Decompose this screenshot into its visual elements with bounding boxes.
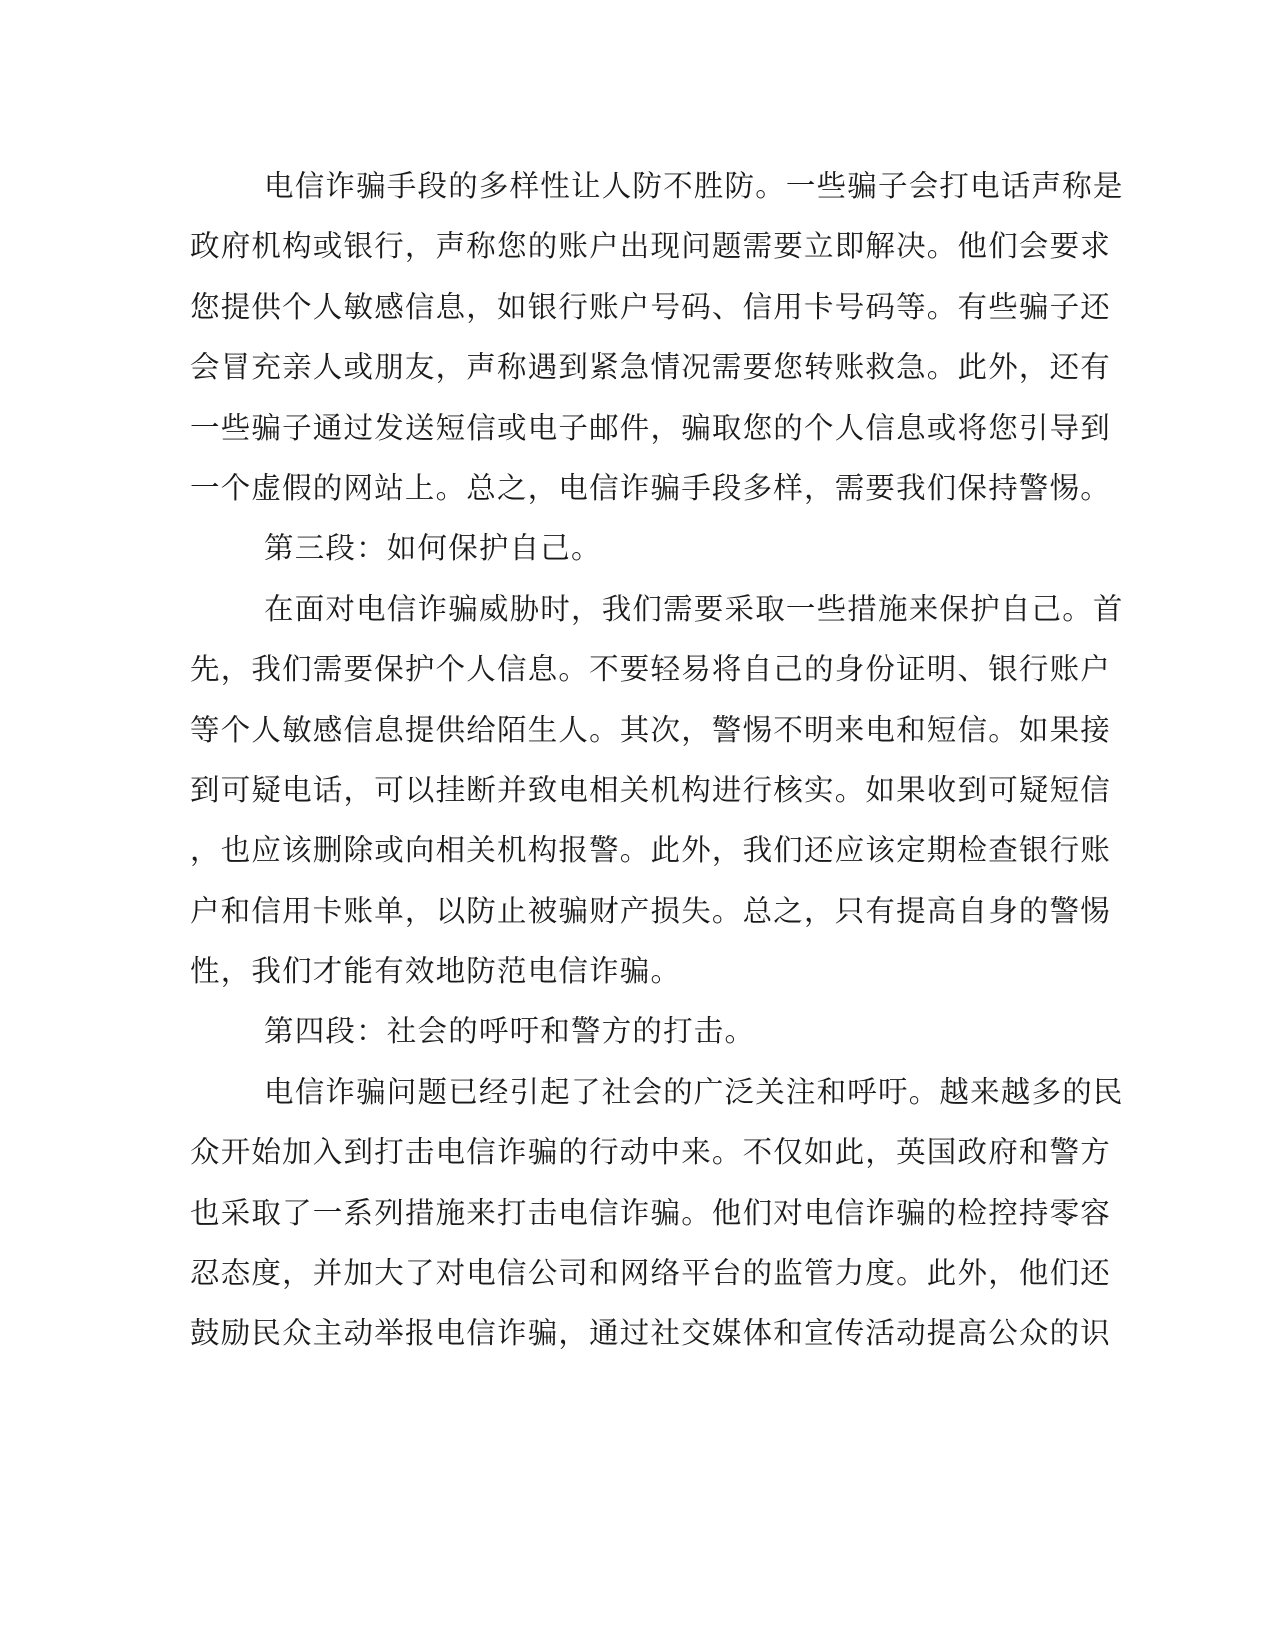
text-line: 忍态度，并加大了对电信公司和网络平台的监管力度。此外，他们还 <box>190 1256 1112 1291</box>
text-line: 到可疑电话，可以挂断并致电相关机构进行核实。如果收到可疑短信 <box>190 772 1112 807</box>
section-heading: 第四段：社会的呼吁和警方的打击。 <box>264 1014 756 1049</box>
text-line: 也采取了一系列措施来打击电信诈骗。他们对电信诈骗的检控持零容 <box>190 1195 1112 1230</box>
text-line: 政府机构或银行，声称您的账户出现问题需要立即解决。他们会要求 <box>190 229 1112 264</box>
text-line: 会冒充亲人或朋友，声称遇到紧急情况需要您转账救急。此外，还有 <box>190 350 1112 385</box>
text-line: 性，我们才能有效地防范电信诈骗。 <box>190 954 682 989</box>
text-line: 在面对电信诈骗威胁时，我们需要采取一些措施来保护自己。首 <box>264 591 1124 626</box>
text-line: 电信诈骗手段的多样性让人防不胜防。一些骗子会打电话声称是 <box>264 169 1124 203</box>
text-line: 众开始加入到打击电信诈骗的行动中来。不仅如此，英国政府和警方 <box>190 1135 1112 1170</box>
text-line: 等个人敏感信息提供给陌生人。其次，警惕不明来电和短信。如果接 <box>190 712 1112 747</box>
text-line: 鼓励民众主动举报电信诈骗，通过社交媒体和宣传活动提高公众的识 <box>190 1316 1112 1351</box>
document-body <box>190 156 1124 1364</box>
text-line: 电信诈骗问题已经引起了社会的广泛关注和呼吁。越来越多的民 <box>264 1074 1124 1109</box>
text-line: 一些骗子通过发送短信或电子邮件，骗取您的个人信息或将您引导到 <box>190 410 1112 445</box>
text-line: 您提供个人敏感信息，如银行账户号码、信用卡号码等。有些骗子还 <box>190 289 1112 324</box>
section-heading: 第三段：如何保护自己。 <box>264 531 602 566</box>
text-line: 一个虚假的网站上。总之，电信诈骗手段多样，需要我们保持警惕。 <box>190 470 1112 505</box>
text-line: ，也应该删除或向相关机构报警。此外，我们还应该定期检查银行账 <box>190 833 1112 868</box>
text-line: 户和信用卡账单，以防止被骗财产损失。总之，只有提高自身的警惕 <box>190 893 1112 928</box>
text-line: 先，我们需要保护个人信息。不要轻易将自己的身份证明、银行账户 <box>190 652 1112 687</box>
